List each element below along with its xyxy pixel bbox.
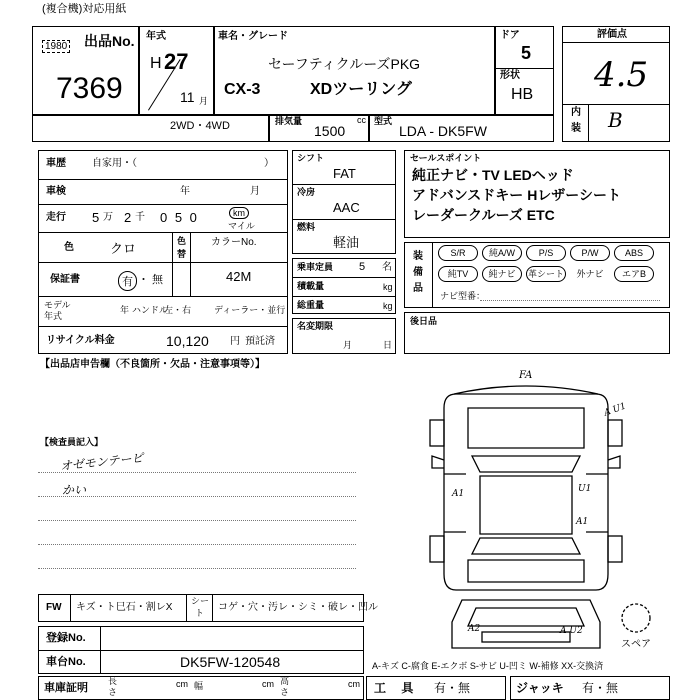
damage-legend: A-キズ C-腐食 E-エクボ S-サビ U-凹ミ W-補修 XX-交換済 [372,661,604,671]
equipment-aftermarket-navi: 外ナビ [576,269,604,279]
door-label: ドア [500,30,520,41]
shift-label: シフト [297,153,325,163]
mileage-man: 5 [92,210,100,225]
warranty-yes: 有 [118,271,137,291]
fuel-value: 軽油 [333,235,360,250]
damage-mark-bottom-left: A2 [468,624,481,634]
lot-label: 出品No. [84,33,135,49]
year-label: 年式 [146,31,166,42]
registration-label: 登録No. [46,632,86,644]
inspector-label: 【検査員記入】 [40,437,104,447]
equipment-alloy-wheel: 純A/W [482,245,522,261]
left-info-panel [38,150,288,354]
equipment-abs: ABS [614,245,654,261]
equipment-airbag: エアB [614,266,654,282]
model: CX-3 [224,81,261,98]
tools-value: 有・無 [434,681,471,695]
sales-points-label: セールスポイント [410,153,482,163]
lot-prefix: 1980 [42,40,70,53]
year-value: 27 [164,49,189,74]
displacement-label: 排気量 [275,116,303,126]
equipment-power-steering: P/S [526,245,566,261]
trim: XDツーリング [310,81,412,98]
doors: 5 [521,43,532,63]
damage-mark-bottom-right: A U2 [560,626,583,636]
form-header-text: (複合機)対応用紙 [42,3,127,15]
capacity-label: 乗車定員 [297,262,334,272]
month-value: 11 [180,89,195,105]
displacement: 1500 [314,123,346,139]
inspector-note: オゼモンテーピ [59,450,145,474]
damage-mark-right: U1 [578,484,592,494]
name-label: 車名・グレード [218,31,288,42]
equipment-navi: 純ナビ [482,266,522,282]
load-label: 積載量 [297,281,325,291]
jack-label: ジャッキ [516,681,564,695]
warranty-label: 保証書 [50,274,80,285]
warranty-no: 無 [152,274,163,286]
chassis-value: DK5FW-120548 [180,654,281,670]
inspection-label: 車検 [46,186,66,197]
declaration-label: 【出品店申告欄（不良箇所・欠品・注意事項等）】 [40,359,265,370]
damage-mark-left: A1 [452,489,465,499]
ac-value: AAC [333,200,360,215]
lot-number: 7369 [56,72,123,105]
evaluation-label: 評価点 [597,29,627,40]
retrofit-box [404,312,670,354]
sales-point-line: レーダークルーズ ETC [412,207,555,223]
seat-items: コゲ・穴・汚レ・シミ・破レ・凹ル [218,602,378,613]
interior-score: B [608,108,623,132]
navi-model-label: ナビ型番： [440,291,486,301]
fuel-label: 燃料 [297,222,316,232]
equipment-tv: 純TV [438,266,478,282]
drive: 2WD・4WD [170,120,230,132]
sales-point-line: 純正ナビ・TV LEDヘッド [412,167,574,183]
car-damage-diagram [396,364,696,664]
damage-mark-top-right: A U1 [602,401,628,419]
history-value: 自家用・（ [92,158,137,169]
damage-mark-front: FA [519,370,533,381]
dealer-value: ディーラー・並行 [214,305,286,315]
km-unit: km [229,207,249,219]
damage-mark-right: A1 [576,517,589,527]
era: H [150,55,162,72]
equipment-sunroof: S/R [438,245,478,261]
shift-value: FAT [333,166,356,181]
capacity-value: 5 [359,261,366,273]
handle-value: 左・右 [164,305,192,315]
tools-label: 工 具 [374,681,420,695]
grade: セーフティクルーズPKG [268,56,421,72]
equipment-power-window: P/W [570,245,610,261]
jack-value: 有・無 [582,681,619,695]
color-no-label: カラーNo. [211,237,257,248]
fw-items: キズ・ト巳石・割レX [76,602,173,613]
equipment-leather-seat: 革シート [526,266,566,282]
mileage-sen: 2 [124,210,132,225]
ac-label: 冷房 [297,187,316,197]
weight-label: 総重量 [297,300,325,310]
history-label: 車歴 [46,158,66,169]
shape-label: 形状 [500,70,520,81]
sales-point-line: アドバンスドキー Hレザーシート [412,187,622,203]
color-label: 色 [64,242,74,253]
mileage-label: 走行 [46,212,66,223]
color-value: クロ [110,241,137,256]
recycle-label: リサイクル料金 [46,335,115,346]
inspector-note: かい [62,483,87,497]
name-change-label: 名変期限 [297,321,334,331]
type: LDA - DK5FW [399,123,487,139]
garage-cert-label: 車庫証明 [44,682,88,694]
retrofit-label: 後日品 [410,316,438,326]
color-no: 42M [226,269,252,284]
chassis-label: 車台No. [46,656,86,668]
spare-label: スペア [621,639,651,650]
recycle-value: 10,120 [166,333,209,349]
type-label: 型式 [374,116,393,126]
mileage-rest: 0 5 0 [160,210,199,225]
evaluation-score: 4.5 [594,55,649,95]
shape: HB [511,86,534,103]
